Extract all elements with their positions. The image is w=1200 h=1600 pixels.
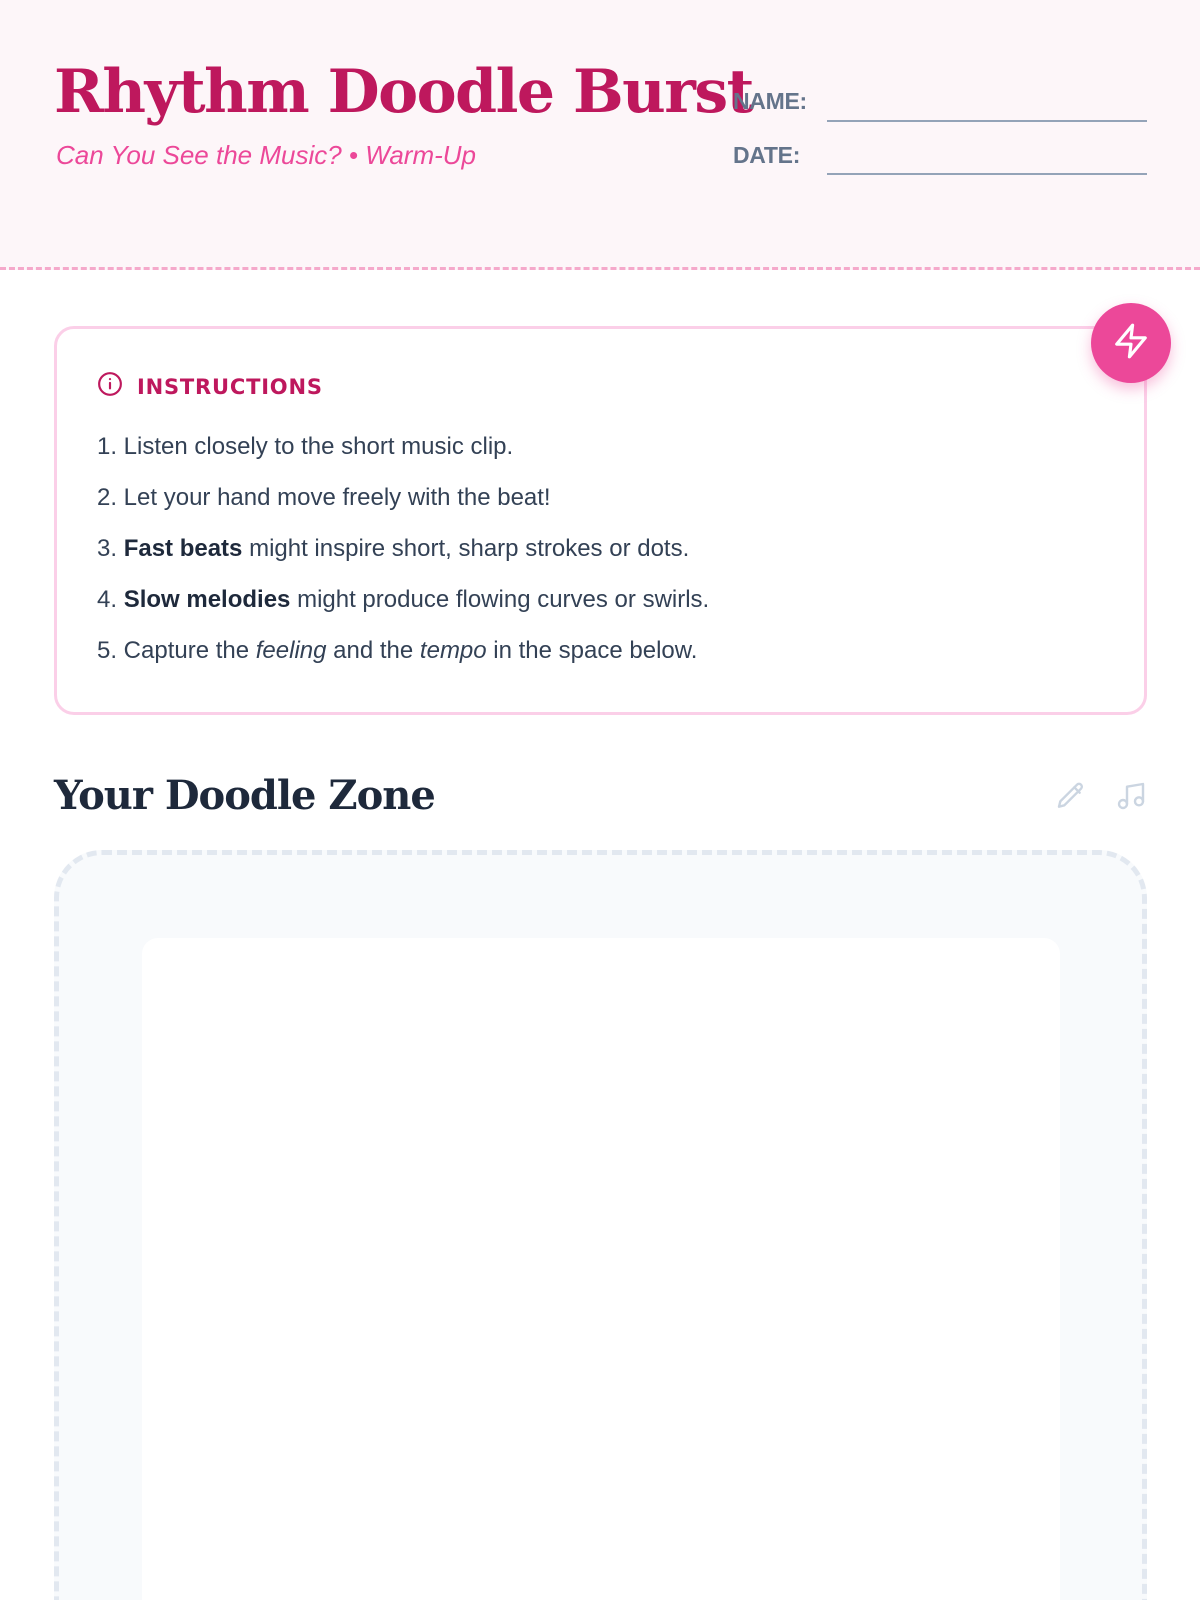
page-title: Rhythm Doodle Burst xyxy=(54,57,753,127)
instructions-header xyxy=(97,371,323,402)
lightning-icon xyxy=(1112,322,1150,365)
instruction-step: 4. Slow melodies might produce flowing curves or swirls. xyxy=(97,586,710,613)
date-label: DATE: xyxy=(733,142,801,168)
instructions-list xyxy=(97,433,709,688)
lightning-badge xyxy=(1091,303,1171,383)
name-field[interactable] xyxy=(827,120,1147,122)
instruction-step: 3. Fast beats might inspire short, sharp strokes or dots. xyxy=(97,535,690,562)
info-icon xyxy=(97,371,123,402)
name-label: NAME: xyxy=(733,88,807,114)
instruction-step: 5. Capture the feeling and the tempo in the space below. xyxy=(97,637,698,664)
doodle-zone xyxy=(54,850,1147,1600)
doodle-canvas[interactable] xyxy=(142,938,1060,1600)
doodle-zone-title: Your Doodle Zone xyxy=(54,772,435,819)
page-subtitle: Can You See the Music? • Warm-Up xyxy=(56,140,476,170)
instructions-heading: INSTRUCTIONS xyxy=(137,374,323,399)
instruction-step: 1. Listen closely to the short music clip. xyxy=(97,433,514,460)
music-note-icon[interactable] xyxy=(1115,780,1147,812)
instructions-card xyxy=(54,326,1147,715)
pencil-icon[interactable] xyxy=(1055,780,1087,812)
date-field[interactable] xyxy=(827,173,1147,175)
instruction-step: 2. Let your hand move freely with the beat! xyxy=(97,484,551,511)
worksheet-header xyxy=(0,0,1200,270)
